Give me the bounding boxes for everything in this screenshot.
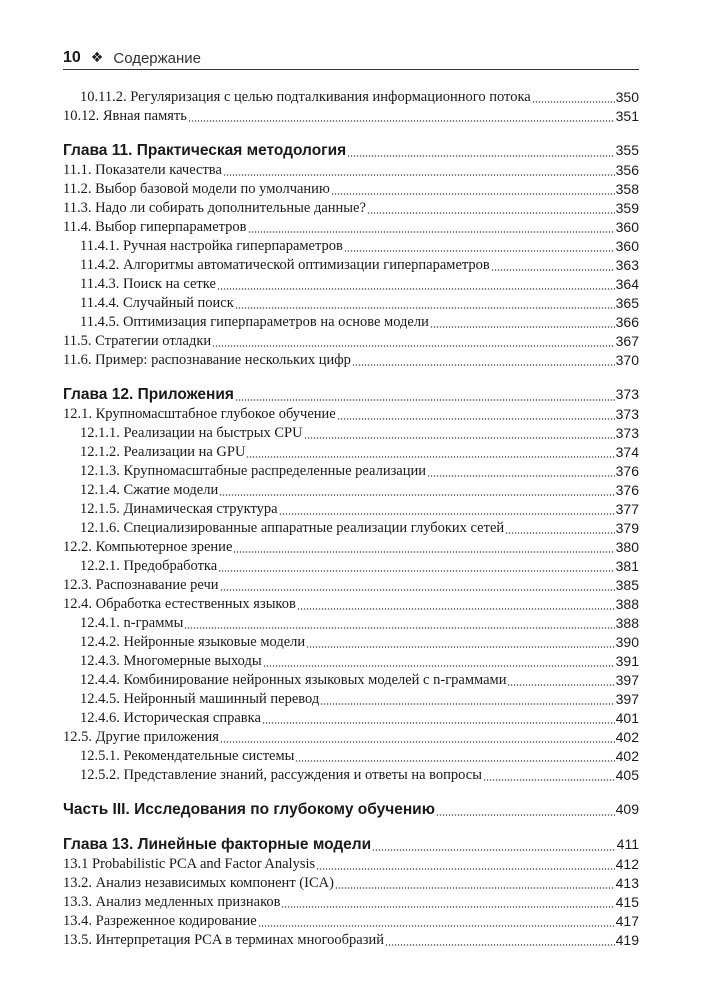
toc-entry-title: 11.1. Показатели качества: [63, 162, 222, 178]
dot-leader: [335, 887, 615, 889]
dot-leader: [223, 174, 615, 176]
toc-page-number: 359: [615, 200, 639, 216]
toc-entry-row: [63, 443, 639, 462]
toc-page-number: 381: [615, 558, 639, 574]
toc-entry-row: [63, 424, 639, 443]
toc-page-number: 388: [615, 615, 639, 631]
toc-page-number: 373: [615, 406, 639, 422]
dot-leader: [212, 345, 614, 347]
toc-entry-row: [63, 405, 639, 424]
toc-entry-title: 10.12. Явная память: [63, 108, 187, 124]
toc-entry-row: [63, 709, 639, 728]
toc-page-number: 363: [615, 257, 639, 273]
toc-page-number: 365: [615, 295, 639, 311]
dot-leader: [344, 250, 615, 252]
toc-entry-title: 11.6. Пример: распознавание нескольких цифр: [63, 352, 351, 368]
dot-leader: [246, 456, 614, 458]
toc-page-number: 351: [615, 108, 639, 124]
toc-page-number: 417: [615, 913, 639, 929]
toc-page-number: 376: [615, 463, 639, 479]
toc-page-number: 358: [615, 181, 639, 197]
toc-page-number: 401: [615, 710, 639, 726]
toc-entry-title: 12.4.2. Нейронные языковые модели: [80, 634, 306, 650]
diamond-bullet-icon: ❖: [90, 49, 104, 65]
toc-entry-row: [63, 874, 639, 893]
toc-entry-row: [63, 180, 639, 199]
toc-entry-title: Глава 11. Практическая методология: [63, 142, 347, 159]
toc-entry-title: 12.5.2. Представление знаний, рассуждения и ответы на вопросы: [80, 767, 482, 783]
toc-page-number: 360: [615, 238, 639, 254]
toc-entry-title: 12.2.1. Предобработка: [80, 558, 218, 574]
toc-page-number: 364: [615, 276, 639, 292]
toc-page-number: 356: [615, 162, 639, 178]
dot-leader: [483, 779, 615, 781]
dot-leader: [320, 703, 614, 705]
toc-page-number: 374: [615, 444, 639, 460]
toc-entry-title: 12.4.5. Нейронный машинный перевод: [80, 691, 320, 707]
dot-leader: [491, 269, 615, 271]
toc-entry-title: 12.1.1. Реализации на быстрых CPU: [80, 425, 303, 441]
toc-entry-title: 11.2. Выбор базовой модели по умолчанию: [63, 181, 330, 197]
toc-entry-row: [63, 576, 639, 595]
toc-entry-title: 12.1.5. Динамическая структура: [80, 501, 278, 517]
toc-entry-title: 12.1.2. Реализации на GPU: [80, 444, 246, 460]
toc-entry-title: 12.1.6. Специализированные аппаратные реализации глубоких сетей: [80, 520, 505, 536]
toc-entry-row: [63, 351, 639, 370]
dot-leader: [220, 741, 615, 743]
dot-leader: [347, 155, 614, 157]
toc-page-number: 385: [615, 577, 639, 593]
toc-page-number: 390: [615, 634, 639, 650]
toc-page-number: 411: [616, 836, 639, 852]
dot-leader: [258, 925, 615, 927]
toc-page-number: 380: [615, 539, 639, 555]
dot-leader: [430, 326, 615, 328]
toc-page-number: 402: [615, 748, 639, 764]
toc-page-number: 366: [615, 314, 639, 330]
toc-entry-title: Глава 13. Линейные факторные модели: [63, 836, 372, 853]
toc-entry-title: 11.4.4. Случайный поиск: [80, 295, 234, 311]
dot-leader: [217, 288, 615, 290]
dot-leader: [233, 551, 614, 553]
toc-entry-title: 11.4.5. Оптимизация гиперпараметров на основе модели: [80, 314, 429, 330]
dot-leader: [304, 437, 615, 439]
dot-leader: [295, 760, 614, 762]
toc-entry-title: 12.4.1. n-граммы: [80, 615, 184, 631]
page-header: [63, 46, 639, 70]
dot-leader: [316, 868, 615, 870]
toc-page-number: 419: [615, 932, 639, 948]
toc-page-number: 405: [615, 767, 639, 783]
toc-page-number: 377: [615, 501, 639, 517]
toc-page-number: 355: [615, 142, 639, 158]
dot-leader: [385, 944, 615, 946]
dot-leader: [248, 231, 615, 233]
dot-leader: [279, 513, 615, 515]
toc-page-number: 402: [615, 729, 639, 745]
toc-page-number: 360: [615, 219, 639, 235]
page-number: 10: [63, 49, 81, 66]
toc-entry-row: [63, 313, 639, 332]
dot-leader: [306, 646, 614, 648]
toc-page-number: 388: [615, 596, 639, 612]
toc-entry-row: [63, 728, 639, 747]
toc-entry-row: [63, 747, 639, 766]
dot-leader: [337, 418, 615, 420]
dot-leader: [220, 589, 615, 591]
toc-page-number: 413: [615, 875, 639, 891]
toc-entry-title: 12.3. Распознавание речи: [63, 577, 219, 593]
toc-entry-row: [63, 912, 639, 931]
toc-entry-row: [63, 500, 639, 519]
toc-entry-row: [63, 931, 639, 950]
toc-entry-title: 11.4.1. Ручная настройка гиперпараметров: [80, 238, 343, 254]
toc-page-number: 370: [615, 352, 639, 368]
toc-entry-row: [63, 199, 639, 218]
toc-chapter-row: [63, 834, 639, 855]
dot-leader: [297, 608, 615, 610]
toc-entry-title: 12.1.4. Сжатие модели: [80, 482, 219, 498]
dot-leader: [532, 101, 615, 103]
dot-leader: [281, 906, 614, 908]
toc-page-number: 379: [615, 520, 639, 536]
toc-entry-title: 13.1 Probabilistic PCA and Factor Analysis: [63, 856, 316, 872]
toc-entry-row: [63, 218, 639, 237]
toc-entry-row: [63, 481, 639, 500]
dot-leader: [372, 849, 615, 851]
dot-leader: [235, 307, 615, 309]
dot-leader: [352, 364, 615, 366]
toc-entry-title: Часть III. Исследования по глубокому обучению: [63, 801, 435, 818]
dot-leader: [262, 722, 615, 724]
toc-entry-title: 13.5. Интерпретация PCA в терминах многообразий: [63, 932, 384, 948]
toc-chapter-row: [63, 384, 639, 405]
toc-entry-row: [63, 88, 639, 107]
toc-entry-row: [63, 107, 639, 126]
dot-leader: [507, 684, 614, 686]
toc-entry-title: 12.5. Другие приложения: [63, 729, 219, 745]
running-header-title: Содержание: [113, 50, 202, 67]
toc-entry-title: 10.11.2. Регуляризация с целью подталкивания информационного потока: [80, 89, 531, 105]
toc-entry-row: [63, 332, 639, 351]
toc-page-number: 409: [615, 801, 639, 817]
toc-entry-title: 12.4.6. Историческая справка: [80, 710, 261, 726]
toc-page-number: 397: [615, 672, 639, 688]
toc-entry-row: [63, 671, 639, 690]
toc-entry-title: 11.5. Стратегии отладки: [63, 333, 212, 349]
toc-entry-title: 11.4. Выбор гиперпараметров: [63, 219, 247, 235]
dot-leader: [367, 212, 615, 214]
toc-entry-title: 13.3. Анализ медленных признаков: [63, 894, 281, 910]
toc-entry-title: 12.5.1. Рекомендательные системы: [80, 748, 295, 764]
toc-page-number: 376: [615, 482, 639, 498]
toc-entry-row: [63, 595, 639, 614]
toc-entry-row: [63, 766, 639, 785]
toc-entry-title: 11.4.2. Алгоритмы автоматической оптимизации гиперпараметров: [80, 257, 490, 273]
toc-entry-row: [63, 690, 639, 709]
toc-entry-row: [63, 161, 639, 180]
toc-page-number: 412: [615, 856, 639, 872]
toc-entry-title: 12.1. Крупномасштабное глубокое обучение: [63, 406, 336, 422]
toc-page-number: 350: [615, 89, 639, 105]
dot-leader: [331, 193, 615, 195]
toc-entry-title: 12.4. Обработка естественных языков: [63, 596, 296, 612]
toc-entry-title: Глава 12. Приложения: [63, 386, 234, 403]
toc-entry-row: [63, 462, 639, 481]
toc-entry-row: [63, 275, 639, 294]
toc-page-number: 373: [615, 386, 639, 402]
dot-leader: [188, 120, 615, 122]
dot-leader: [235, 399, 615, 401]
toc-page-number: 415: [615, 894, 639, 910]
toc-chapter-row: [63, 140, 639, 161]
dot-leader: [218, 570, 614, 572]
toc-entry-row: [63, 652, 639, 671]
toc-page-number: 397: [615, 691, 639, 707]
dot-leader: [505, 532, 615, 534]
toc-page-number: 391: [615, 653, 639, 669]
dot-leader: [436, 814, 615, 816]
toc-entry-title: 11.3. Надо ли собирать дополнительные данные?: [63, 200, 366, 216]
dot-leader: [184, 627, 614, 629]
toc-page-number: 367: [615, 333, 639, 349]
toc-entry-row: [63, 633, 639, 652]
toc-entry-row: [63, 538, 639, 557]
toc-entry-row: [63, 557, 639, 576]
toc-entry-title: 12.1.3. Крупномасштабные распределенные реализации: [80, 463, 427, 479]
toc-entry-title: 13.2. Анализ независимых компонент (ICA): [63, 875, 334, 891]
toc-entry-row: [63, 519, 639, 538]
toc-entry-row: [63, 614, 639, 633]
toc-entry-title: 13.4. Разреженное кодирование: [63, 913, 257, 929]
toc-entry-title: 11.4.3. Поиск на сетке: [80, 276, 216, 292]
toc-entry-title: 12.4.4. Комбинирование нейронных языковых моделей с n-граммами: [80, 672, 507, 688]
toc-entry-row: [63, 893, 639, 912]
toc-entry-row: [63, 256, 639, 275]
toc-page-number: 373: [615, 425, 639, 441]
dot-leader: [427, 475, 615, 477]
toc-entry-title: 12.4.3. Многомерные выходы: [80, 653, 262, 669]
toc-chapter-row: [63, 799, 639, 820]
toc-entry-row: [63, 237, 639, 256]
toc-entry-row: [63, 855, 639, 874]
dot-leader: [219, 494, 614, 496]
toc-entry-row: [63, 294, 639, 313]
table-of-contents: [63, 88, 639, 950]
toc-entry-title: 12.2. Компьютерное зрение: [63, 539, 233, 555]
dot-leader: [263, 665, 615, 667]
